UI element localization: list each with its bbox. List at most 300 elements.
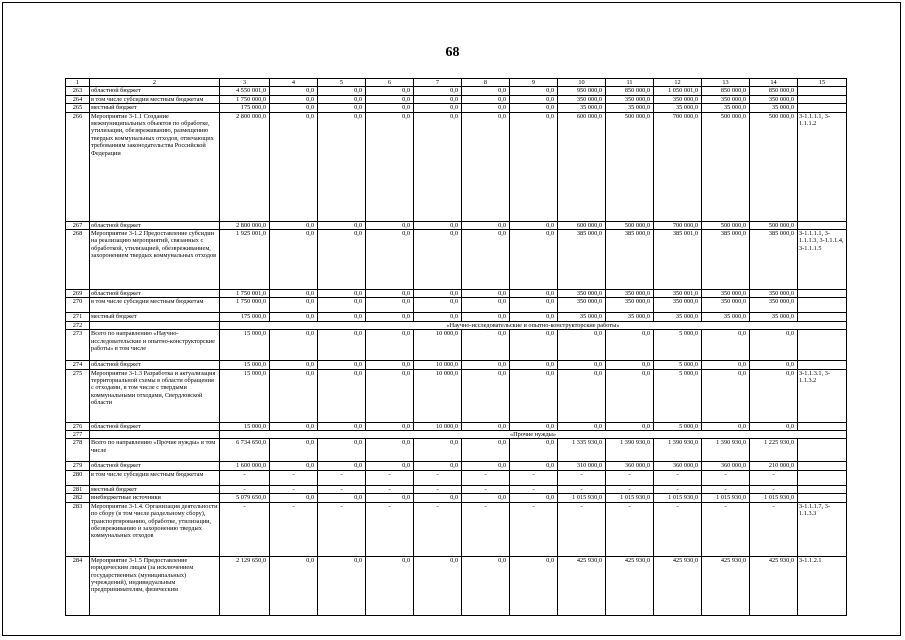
value-cell: 0,0 — [270, 422, 318, 430]
value-cell: 0,0 — [510, 462, 558, 470]
value-cell: 600 000,0 — [558, 112, 606, 221]
value-cell: 350 000,0 — [702, 290, 750, 298]
row-name: Мероприятие 3-1.4. Организация деятельности по сбору (в том числе раздельному сбору), транспортированию, обработке, утилизации, обезвреживанию и захоронению твердых коммунальных отходов — [90, 502, 220, 556]
value-cell: 0,0 — [462, 95, 510, 103]
value-cell: 0,0 — [702, 330, 750, 361]
value-cell: 0,0 — [510, 221, 558, 229]
value-cell: 0,0 — [366, 290, 414, 298]
value-cell: 0,0 — [270, 221, 318, 229]
value-cell: 2 800 000,0 — [220, 112, 270, 221]
value-cell: 350 000,0 — [606, 95, 654, 103]
row-name: Мероприятие 3-1.2 Предоставление субсидии на реализацию мероприятий, связанных с обработкой, утилизацией, обезвреживанием, захоронением твердых коммунальных отходов — [90, 230, 220, 290]
value-cell: - — [414, 485, 462, 493]
value-cell: 0,0 — [606, 369, 654, 422]
target-ref — [798, 361, 847, 369]
value-cell: 0,0 — [270, 87, 318, 95]
row-name: областной бюджет — [90, 422, 220, 430]
value-cell: - — [750, 502, 798, 556]
row-name: местный бюджет — [90, 313, 220, 321]
value-cell: 0,0 — [318, 361, 366, 369]
value-cell: 1 390 930,0 — [606, 439, 654, 462]
value-cell: 35 000,0 — [702, 313, 750, 321]
value-cell: 350 000,0 — [750, 95, 798, 103]
value-cell: 1 015 930,0 — [654, 494, 702, 502]
value-cell: 310 000,0 — [558, 462, 606, 470]
row-name: Мероприятие 3-1.5 Предоставление юридическим лицам (за исключением государственных (муниципальных) учреждений), индивидуальным предпринимателям, физическим — [90, 556, 220, 615]
value-cell: 0,0 — [270, 104, 318, 112]
value-cell: 500 000,0 — [702, 112, 750, 221]
row-name: в том числе субсидии местным бюджетам — [90, 95, 220, 103]
table-row — [66, 494, 847, 502]
row-number: 277 — [66, 431, 90, 439]
column-header: 7 — [414, 79, 462, 87]
value-cell: 500 000,0 — [702, 221, 750, 229]
header-row — [66, 79, 847, 87]
section-title: «Научно-исследовательские и опытно-конструкторские работы» — [220, 321, 847, 329]
value-cell: 1 925 001,0 — [220, 230, 270, 290]
value-cell: 0,0 — [606, 330, 654, 361]
row-name: Мероприятие 3-1.3 Разработка и актуализация территориальной схемы в области обращения с отходами, в том числе с твердыми коммунальными отходами, Свердловской области — [90, 369, 220, 422]
value-cell: 15 000,0 — [220, 422, 270, 430]
value-cell: 0,0 — [270, 494, 318, 502]
value-cell: 0,0 — [750, 361, 798, 369]
value-cell: 0,0 — [510, 230, 558, 290]
value-cell: 15 000,0 — [220, 369, 270, 422]
section-blank — [90, 321, 220, 329]
value-cell: 2 800 000,0 — [220, 221, 270, 229]
value-cell: 0,0 — [270, 112, 318, 221]
value-cell: 0,0 — [414, 104, 462, 112]
value-cell: 0,0 — [510, 104, 558, 112]
row-number: 265 — [66, 104, 90, 112]
value-cell: 0,0 — [318, 221, 366, 229]
value-cell: 0,0 — [414, 112, 462, 221]
value-cell: 0,0 — [366, 330, 414, 361]
value-cell: 0,0 — [318, 439, 366, 462]
row-number: 268 — [66, 230, 90, 290]
value-cell: 10 000,0 — [414, 369, 462, 422]
target-ref — [798, 330, 847, 361]
value-cell: 600 000,0 — [558, 221, 606, 229]
value-cell: - — [654, 470, 702, 485]
value-cell: 0,0 — [366, 462, 414, 470]
column-header: 15 — [798, 79, 847, 87]
value-cell: 1 390 930,0 — [654, 439, 702, 462]
value-cell: 0,0 — [510, 422, 558, 430]
value-cell: - — [558, 502, 606, 556]
table-row — [66, 330, 847, 361]
value-cell: 700 000,0 — [654, 221, 702, 229]
value-cell: 0,0 — [510, 290, 558, 298]
value-cell: 0,0 — [462, 104, 510, 112]
value-cell: 0,0 — [510, 330, 558, 361]
value-cell: 0,0 — [702, 369, 750, 422]
value-cell: 0,0 — [318, 95, 366, 103]
value-cell: 10 000,0 — [414, 361, 462, 369]
table-row — [66, 221, 847, 229]
target-ref: 3-1.1.3.1, 3-1.1.3.2 — [798, 369, 847, 422]
value-cell: 0,0 — [366, 439, 414, 462]
value-cell: 0,0 — [318, 369, 366, 422]
column-header: 6 — [366, 79, 414, 87]
value-cell: 0,0 — [462, 462, 510, 470]
row-number: 270 — [66, 298, 90, 313]
value-cell: 0,0 — [414, 221, 462, 229]
value-cell: 35 000,0 — [606, 313, 654, 321]
value-cell: 0,0 — [366, 298, 414, 313]
value-cell: - — [654, 485, 702, 493]
value-cell: 0,0 — [510, 494, 558, 502]
value-cell: 5 079 650,0 — [220, 494, 270, 502]
value-cell: 350 000,0 — [750, 290, 798, 298]
value-cell: 0,0 — [462, 361, 510, 369]
value-cell: - — [606, 502, 654, 556]
value-cell: 0,0 — [270, 330, 318, 361]
value-cell: 0,0 — [414, 439, 462, 462]
table-row — [66, 556, 847, 615]
row-name: областной бюджет — [90, 221, 220, 229]
value-cell: - — [750, 470, 798, 485]
value-cell: 0,0 — [510, 556, 558, 615]
value-cell: 0,0 — [270, 230, 318, 290]
row-number: 276 — [66, 422, 90, 430]
table-row — [66, 112, 847, 221]
value-cell: 385 000,0 — [702, 230, 750, 290]
value-cell: 425 930,0 — [750, 556, 798, 615]
target-ref — [798, 470, 847, 485]
value-cell: - — [702, 470, 750, 485]
page-number: 68 — [445, 45, 460, 60]
value-cell: 0,0 — [510, 439, 558, 462]
value-cell: 425 930,0 — [606, 556, 654, 615]
value-cell: 350 000,0 — [750, 298, 798, 313]
target-ref — [798, 485, 847, 493]
value-cell: 5 000,0 — [654, 361, 702, 369]
value-cell: - — [366, 502, 414, 556]
value-cell: 360 000,0 — [606, 462, 654, 470]
value-cell: 1 225 930,0 — [750, 439, 798, 462]
value-cell: - — [270, 502, 318, 556]
value-cell: - — [414, 502, 462, 556]
row-number: 284 — [66, 556, 90, 615]
value-cell: 0,0 — [366, 313, 414, 321]
value-cell: - — [366, 470, 414, 485]
column-header: 9 — [510, 79, 558, 87]
value-cell: 0,0 — [414, 95, 462, 103]
row-number: 281 — [66, 485, 90, 493]
value-cell: 0,0 — [462, 556, 510, 615]
value-cell: - — [606, 485, 654, 493]
target-ref — [798, 87, 847, 95]
value-cell: 0,0 — [414, 313, 462, 321]
value-cell: - — [462, 485, 510, 493]
row-name: областной бюджет — [90, 87, 220, 95]
table-row — [66, 298, 847, 313]
value-cell: 1 015 930,0 — [606, 494, 654, 502]
column-header: 12 — [654, 79, 702, 87]
value-cell: - — [414, 470, 462, 485]
value-cell: 0,0 — [318, 462, 366, 470]
value-cell: 350 000,0 — [702, 298, 750, 313]
value-cell: 0,0 — [414, 462, 462, 470]
row-number: 278 — [66, 439, 90, 462]
value-cell: 0,0 — [702, 422, 750, 430]
value-cell: 1 335 930,0 — [558, 439, 606, 462]
value-cell: 385 000,0 — [606, 230, 654, 290]
row-name: в том числе субсидии местным бюджетам — [90, 470, 220, 485]
value-cell: 35 000,0 — [558, 313, 606, 321]
row-number: 282 — [66, 494, 90, 502]
row-number: 267 — [66, 221, 90, 229]
value-cell: 0,0 — [462, 112, 510, 221]
row-number: 283 — [66, 502, 90, 556]
value-cell: - — [220, 502, 270, 556]
value-cell: 0,0 — [318, 313, 366, 321]
value-cell: 0,0 — [414, 298, 462, 313]
value-cell: 385 001,0 — [654, 230, 702, 290]
value-cell: 0,0 — [414, 494, 462, 502]
value-cell: 0,0 — [462, 422, 510, 430]
column-header: 4 — [270, 79, 318, 87]
table-row — [66, 230, 847, 290]
value-cell: 0,0 — [270, 439, 318, 462]
table-row — [66, 313, 847, 321]
value-cell: 2 129 650,0 — [220, 556, 270, 615]
value-cell: 425 930,0 — [654, 556, 702, 615]
target-ref — [798, 104, 847, 112]
value-cell: 210 000,0 — [750, 462, 798, 470]
value-cell: 0,0 — [462, 230, 510, 290]
column-header: 13 — [702, 79, 750, 87]
target-ref: 3-1.1.2.1 — [798, 556, 847, 615]
value-cell: 0,0 — [510, 369, 558, 422]
row-name: областной бюджет — [90, 462, 220, 470]
value-cell: 0,0 — [318, 104, 366, 112]
target-ref — [798, 298, 847, 313]
value-cell: 0,0 — [366, 230, 414, 290]
value-cell: 0,0 — [318, 230, 366, 290]
value-cell: 35 000,0 — [750, 104, 798, 112]
value-cell: - — [270, 470, 318, 485]
value-cell: 0,0 — [318, 290, 366, 298]
value-cell: 6 734 650,0 — [220, 439, 270, 462]
value-cell: 0,0 — [462, 494, 510, 502]
value-cell: 0,0 — [270, 462, 318, 470]
value-cell: 500 000,0 — [750, 221, 798, 229]
value-cell: 0,0 — [606, 361, 654, 369]
target-ref — [798, 494, 847, 502]
value-cell: 385 000,0 — [750, 230, 798, 290]
value-cell: - — [654, 502, 702, 556]
value-cell: 35 000,0 — [702, 104, 750, 112]
column-header: 1 — [66, 79, 90, 87]
value-cell: 0,0 — [510, 313, 558, 321]
value-cell: - — [220, 470, 270, 485]
table-row — [66, 104, 847, 112]
value-cell: 0,0 — [318, 87, 366, 95]
value-cell: 5 000,0 — [654, 422, 702, 430]
value-cell: 1 750 000,0 — [220, 298, 270, 313]
value-cell: 0,0 — [366, 112, 414, 221]
value-cell: 0,0 — [414, 556, 462, 615]
target-ref — [798, 422, 847, 430]
value-cell: 0,0 — [462, 290, 510, 298]
value-cell: 175 000,0 — [220, 313, 270, 321]
value-cell: 500 000,0 — [606, 221, 654, 229]
table-row — [66, 462, 847, 470]
value-cell: - — [510, 470, 558, 485]
value-cell: 0,0 — [366, 87, 414, 95]
value-cell: 425 930,0 — [558, 556, 606, 615]
value-cell: 10 000,0 — [414, 330, 462, 361]
value-cell: 360 000,0 — [702, 462, 750, 470]
table-row — [66, 361, 847, 369]
value-cell: 1 390 930,0 — [702, 439, 750, 462]
value-cell: 0,0 — [366, 361, 414, 369]
value-cell: 0,0 — [750, 369, 798, 422]
value-cell: - — [318, 502, 366, 556]
budget-table — [65, 78, 847, 616]
value-cell: 700 000,0 — [654, 112, 702, 221]
table-row — [66, 439, 847, 462]
row-number: 264 — [66, 95, 90, 103]
value-cell: 0,0 — [318, 112, 366, 221]
value-cell: - — [270, 485, 318, 493]
section-title: «Прочие нужды» — [220, 431, 847, 439]
row-name: Всего по направлению «Научно-исследовательские и опытно-конструкторские работы» в том числе — [90, 330, 220, 361]
value-cell: 0,0 — [510, 95, 558, 103]
value-cell: 0,0 — [414, 230, 462, 290]
value-cell: 1 600 000,0 — [220, 462, 270, 470]
value-cell: 0,0 — [366, 494, 414, 502]
column-header: 3 — [220, 79, 270, 87]
row-name: Всего по направлению «Прочие нужды» в том числе — [90, 439, 220, 462]
value-cell: 0,0 — [462, 298, 510, 313]
value-cell: 1 015 930,0 — [702, 494, 750, 502]
value-cell: 1 050 001,0 — [654, 87, 702, 95]
value-cell: - — [558, 470, 606, 485]
value-cell: 350 000,0 — [558, 95, 606, 103]
row-number: 263 — [66, 87, 90, 95]
value-cell: 0,0 — [750, 422, 798, 430]
value-cell: - — [510, 485, 558, 493]
value-cell: 0,0 — [750, 330, 798, 361]
row-number: 275 — [66, 369, 90, 422]
value-cell: - — [702, 502, 750, 556]
value-cell: 500 000,0 — [750, 112, 798, 221]
value-cell: 5 000,0 — [654, 369, 702, 422]
value-cell: 0,0 — [510, 361, 558, 369]
value-cell: 0,0 — [318, 494, 366, 502]
row-name: Мероприятие 3-1.1 Создание межмуниципальных объектов по обработке, утилизации, обезвреживанию, размещению твердых коммунальных отходов, отвечающих требованиям законодательства Российской Федерации — [90, 112, 220, 221]
table-row — [66, 422, 847, 430]
value-cell: 4 550 001,0 — [220, 87, 270, 95]
value-cell: 350 000,0 — [702, 95, 750, 103]
section-blank — [90, 431, 220, 439]
value-cell: 350 000,0 — [606, 298, 654, 313]
value-cell: - — [558, 485, 606, 493]
row-number: 269 — [66, 290, 90, 298]
column-header: 10 — [558, 79, 606, 87]
value-cell: 350 001,0 — [654, 290, 702, 298]
value-cell: 0,0 — [558, 369, 606, 422]
column-header: 2 — [90, 79, 220, 87]
column-header: 5 — [318, 79, 366, 87]
value-cell: - — [462, 470, 510, 485]
value-cell: - — [318, 470, 366, 485]
value-cell: 350 000,0 — [654, 298, 702, 313]
value-cell: - — [510, 502, 558, 556]
value-cell: 850 000,0 — [606, 87, 654, 95]
value-cell: 0,0 — [318, 422, 366, 430]
value-cell: - — [220, 485, 270, 493]
target-ref: 3-1.1.1.7, 3-1.1.3.3 — [798, 502, 847, 556]
value-cell: 850 000,0 — [702, 87, 750, 95]
target-ref: 3-1.1.1.1, 3-1.1.1.3, 3-1.1.1.4, 3-1.1.1.5 — [798, 230, 847, 290]
value-cell: 0,0 — [462, 369, 510, 422]
value-cell: 0,0 — [414, 87, 462, 95]
table-row — [66, 369, 847, 422]
value-cell: 0,0 — [270, 95, 318, 103]
target-ref — [798, 221, 847, 229]
value-cell: 500 000,0 — [606, 112, 654, 221]
value-cell: 0,0 — [558, 422, 606, 430]
target-ref: 3-1.1.1.1, 3-1.1.1.2 — [798, 112, 847, 221]
row-name: внебюджетные источники — [90, 494, 220, 502]
value-cell: 1 750 000,0 — [220, 95, 270, 103]
value-cell: 175 000,0 — [220, 104, 270, 112]
target-ref — [798, 290, 847, 298]
value-cell: 35 000,0 — [654, 104, 702, 112]
value-cell: 0,0 — [270, 361, 318, 369]
value-cell: 350 000,0 — [558, 298, 606, 313]
value-cell: - — [750, 485, 798, 493]
value-cell: 0,0 — [270, 313, 318, 321]
value-cell: 1 015 930,0 — [750, 494, 798, 502]
row-name: местный бюджет — [90, 485, 220, 493]
value-cell: 0,0 — [558, 361, 606, 369]
value-cell: 360 000,0 — [654, 462, 702, 470]
row-number: 274 — [66, 361, 90, 369]
table-row — [66, 290, 847, 298]
value-cell: 15 000,0 — [220, 361, 270, 369]
table-row — [66, 485, 847, 493]
value-cell: 0,0 — [702, 361, 750, 369]
table-row — [66, 321, 847, 329]
row-number: 280 — [66, 470, 90, 485]
value-cell: 15 000,0 — [220, 330, 270, 361]
value-cell: 35 000,0 — [606, 104, 654, 112]
value-cell: 0,0 — [270, 290, 318, 298]
value-cell: 850 000,0 — [750, 87, 798, 95]
target-ref — [798, 439, 847, 462]
table-row — [66, 87, 847, 95]
target-ref — [798, 462, 847, 470]
value-cell: 425 930,0 — [702, 556, 750, 615]
target-ref — [798, 95, 847, 103]
value-cell: 0,0 — [462, 87, 510, 95]
value-cell: 0,0 — [366, 221, 414, 229]
value-cell: 0,0 — [318, 330, 366, 361]
value-cell: 350 000,0 — [606, 290, 654, 298]
value-cell: - — [702, 485, 750, 493]
row-name: областной бюджет — [90, 361, 220, 369]
value-cell: 0,0 — [462, 330, 510, 361]
table-row — [66, 502, 847, 556]
row-number: 271 — [66, 313, 90, 321]
value-cell: 0,0 — [366, 104, 414, 112]
value-cell: 0,0 — [510, 87, 558, 95]
